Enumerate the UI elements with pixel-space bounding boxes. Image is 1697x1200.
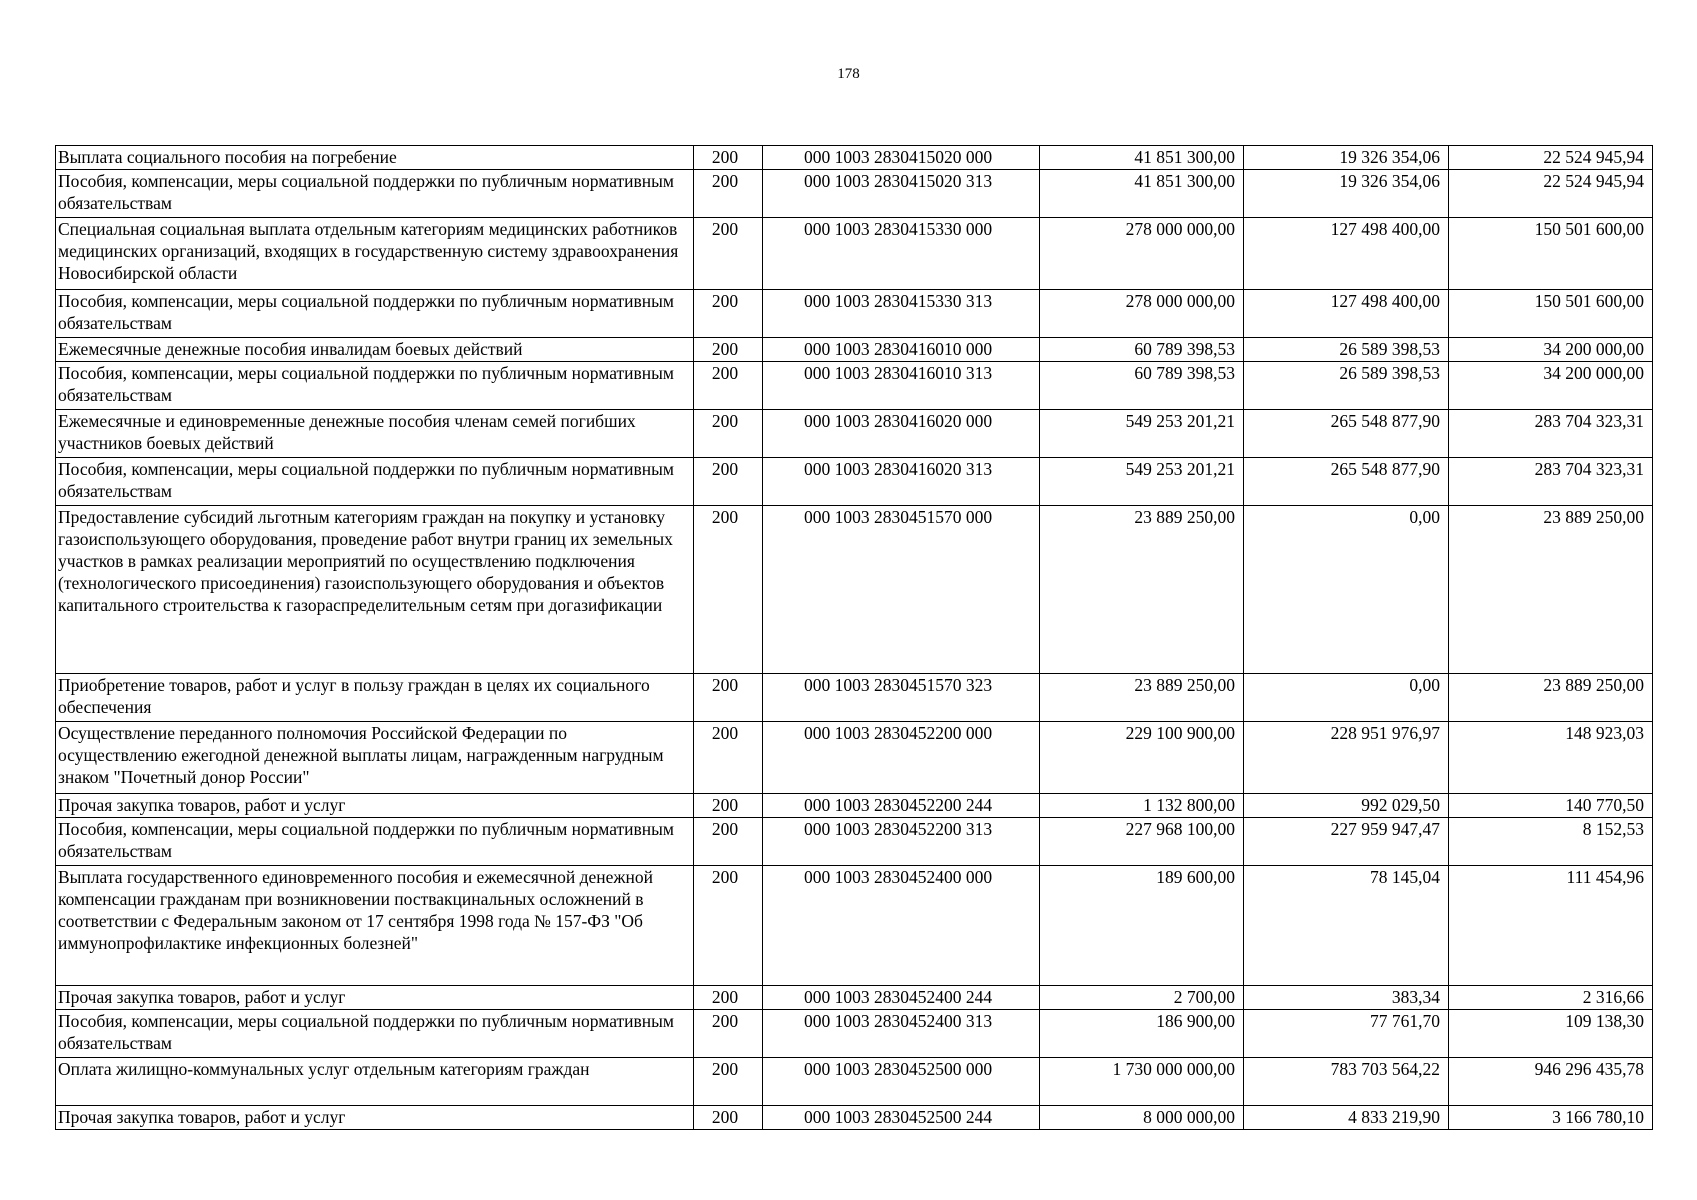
- table-row: [56, 218, 1653, 290]
- executed-amount-cell: 227 959 947,47: [1244, 818, 1449, 866]
- approved-amount-cell: 60 789 398,53: [1040, 338, 1244, 362]
- executed-amount-cell: 228 951 976,97: [1244, 722, 1449, 794]
- expense-name-cell: Прочая закупка товаров, работ и услуг: [56, 794, 694, 818]
- table-row: [56, 146, 1653, 170]
- approved-amount-cell: 549 253 201,21: [1040, 410, 1244, 458]
- table-row: [56, 674, 1653, 722]
- approved-amount-cell: 227 968 100,00: [1040, 818, 1244, 866]
- approved-amount-cell: 41 851 300,00: [1040, 146, 1244, 170]
- line-code-cell: 200: [694, 338, 763, 362]
- approved-amount-cell: 189 600,00: [1040, 866, 1244, 986]
- table-row: [56, 290, 1653, 338]
- approved-amount-cell: 229 100 900,00: [1040, 722, 1244, 794]
- executed-amount-cell: 127 498 400,00: [1244, 290, 1449, 338]
- approved-amount-cell: 23 889 250,00: [1040, 506, 1244, 674]
- approved-amount-cell: 1 132 800,00: [1040, 794, 1244, 818]
- budget-classification-code-cell: 000 1003 2830452500 000: [763, 1058, 1040, 1106]
- executed-amount-cell: 4 833 219,90: [1244, 1106, 1449, 1130]
- line-code-cell: 200: [694, 506, 763, 674]
- budget-execution-table: [55, 145, 1653, 1130]
- table-row: [56, 986, 1653, 1010]
- expense-name-cell: Ежемесячные и единовременные денежные пособия членам семей погибших участников боевых действий: [56, 410, 694, 458]
- executed-amount-cell: 265 548 877,90: [1244, 458, 1449, 506]
- expense-name-cell: Осуществление переданного полномочия Российской Федерации по осуществлению ежегодной денежной выплаты лицам, награжденным нагрудным знаком "Почетный донор России": [56, 722, 694, 794]
- budget-classification-code-cell: 000 1003 2830451570 000: [763, 506, 1040, 674]
- table-row: [56, 794, 1653, 818]
- unexecuted-amount-cell: 23 889 250,00: [1449, 674, 1653, 722]
- executed-amount-cell: 127 498 400,00: [1244, 218, 1449, 290]
- budget-classification-code-cell: 000 1003 2830416010 000: [763, 338, 1040, 362]
- page-number: 178: [837, 66, 860, 82]
- budget-classification-code-cell: 000 1003 2830415020 000: [763, 146, 1040, 170]
- approved-amount-cell: 278 000 000,00: [1040, 290, 1244, 338]
- unexecuted-amount-cell: 8 152,53: [1449, 818, 1653, 866]
- unexecuted-amount-cell: 2 316,66: [1449, 986, 1653, 1010]
- line-code-cell: 200: [694, 986, 763, 1010]
- unexecuted-amount-cell: 946 296 435,78: [1449, 1058, 1653, 1106]
- unexecuted-amount-cell: 23 889 250,00: [1449, 506, 1653, 674]
- unexecuted-amount-cell: 3 166 780,10: [1449, 1106, 1653, 1130]
- unexecuted-amount-cell: 22 524 945,94: [1449, 146, 1653, 170]
- budget-classification-code-cell: 000 1003 2830452400 000: [763, 866, 1040, 986]
- expense-name-cell: Прочая закупка товаров, работ и услуг: [56, 986, 694, 1010]
- executed-amount-cell: 78 145,04: [1244, 866, 1449, 986]
- table-row: [56, 1058, 1653, 1106]
- line-code-cell: 200: [694, 818, 763, 866]
- unexecuted-amount-cell: 150 501 600,00: [1449, 290, 1653, 338]
- line-code-cell: 200: [694, 1010, 763, 1058]
- approved-amount-cell: 186 900,00: [1040, 1010, 1244, 1058]
- expense-name-cell: Прочая закупка товаров, работ и услуг: [56, 1106, 694, 1130]
- expense-name-cell: Выплата социального пособия на погребение: [56, 146, 694, 170]
- expense-name-cell: Специальная социальная выплата отдельным категориям медицинских работников медицинских организаций, входящих в государственную систему здравоохранения Новосибирской области: [56, 218, 694, 290]
- line-code-cell: 200: [694, 674, 763, 722]
- expense-name-cell: Пособия, компенсации, меры социальной поддержки по публичным нормативным обязательствам: [56, 362, 694, 410]
- line-code-cell: 200: [694, 362, 763, 410]
- approved-amount-cell: 278 000 000,00: [1040, 218, 1244, 290]
- line-code-cell: 200: [694, 458, 763, 506]
- budget-classification-code-cell: 000 1003 2830452200 244: [763, 794, 1040, 818]
- expense-name-cell: Выплата государственного единовременного пособия и ежемесячной денежной компенсации гражданам при возникновении поствакцинальных осложнений в соответствии с Федеральным законом от 17 сентября 1998 года № 157-ФЗ "Об иммунопрофилактике инфекционных болезней": [56, 866, 694, 986]
- budget-classification-code-cell: 000 1003 2830416010 313: [763, 362, 1040, 410]
- executed-amount-cell: 783 703 564,22: [1244, 1058, 1449, 1106]
- table-row: [56, 818, 1653, 866]
- approved-amount-cell: 41 851 300,00: [1040, 170, 1244, 218]
- line-code-cell: 200: [694, 1058, 763, 1106]
- unexecuted-amount-cell: 148 923,03: [1449, 722, 1653, 794]
- expense-name-cell: Оплата жилищно-коммунальных услуг отдельным категориям граждан: [56, 1058, 694, 1106]
- line-code-cell: 200: [694, 794, 763, 818]
- table-row: [56, 866, 1653, 986]
- expense-name-cell: Предоставление субсидий льготным категориям граждан на покупку и установку газоиспользующего оборудования, проведение работ внутри границ их земельных участков в рамках реализации мероприятий по осуществлению подключения (технологического присоединения) газоиспользующего оборудования и объектов капитального строительства к газораспределительным сетям при догазификации: [56, 506, 694, 674]
- line-code-cell: 200: [694, 290, 763, 338]
- executed-amount-cell: 383,34: [1244, 986, 1449, 1010]
- table-row: [56, 506, 1653, 674]
- table-row: [56, 170, 1653, 218]
- approved-amount-cell: 8 000 000,00: [1040, 1106, 1244, 1130]
- table-row: [56, 1010, 1653, 1058]
- approved-amount-cell: 60 789 398,53: [1040, 362, 1244, 410]
- executed-amount-cell: 265 548 877,90: [1244, 410, 1449, 458]
- line-code-cell: 200: [694, 170, 763, 218]
- line-code-cell: 200: [694, 146, 763, 170]
- unexecuted-amount-cell: 283 704 323,31: [1449, 458, 1653, 506]
- budget-classification-code-cell: 000 1003 2830452400 244: [763, 986, 1040, 1010]
- executed-amount-cell: 77 761,70: [1244, 1010, 1449, 1058]
- unexecuted-amount-cell: 111 454,96: [1449, 866, 1653, 986]
- executed-amount-cell: 26 589 398,53: [1244, 362, 1449, 410]
- executed-amount-cell: 0,00: [1244, 506, 1449, 674]
- budget-classification-code-cell: 000 1003 2830452400 313: [763, 1010, 1040, 1058]
- expense-name-cell: Пособия, компенсации, меры социальной поддержки по публичным нормативным обязательствам: [56, 458, 694, 506]
- expense-name-cell: Пособия, компенсации, меры социальной поддержки по публичным нормативным обязательствам: [56, 1010, 694, 1058]
- line-code-cell: 200: [694, 1106, 763, 1130]
- approved-amount-cell: 549 253 201,21: [1040, 458, 1244, 506]
- executed-amount-cell: 0,00: [1244, 674, 1449, 722]
- budget-classification-code-cell: 000 1003 2830415330 313: [763, 290, 1040, 338]
- budget-classification-code-cell: 000 1003 2830452200 000: [763, 722, 1040, 794]
- executed-amount-cell: 992 029,50: [1244, 794, 1449, 818]
- unexecuted-amount-cell: 34 200 000,00: [1449, 362, 1653, 410]
- budget-classification-code-cell: 000 1003 2830451570 323: [763, 674, 1040, 722]
- budget-classification-code-cell: 000 1003 2830452500 244: [763, 1106, 1040, 1130]
- line-code-cell: 200: [694, 218, 763, 290]
- line-code-cell: 200: [694, 866, 763, 986]
- table-row: [56, 458, 1653, 506]
- expense-name-cell: Пособия, компенсации, меры социальной поддержки по публичным нормативным обязательствам: [56, 818, 694, 866]
- table-row: [56, 1106, 1653, 1130]
- expense-name-cell: Приобретение товаров, работ и услуг в пользу граждан в целях их социального обеспечения: [56, 674, 694, 722]
- executed-amount-cell: 19 326 354,06: [1244, 170, 1449, 218]
- budget-classification-code-cell: 000 1003 2830452200 313: [763, 818, 1040, 866]
- line-code-cell: 200: [694, 722, 763, 794]
- unexecuted-amount-cell: 109 138,30: [1449, 1010, 1653, 1058]
- unexecuted-amount-cell: 283 704 323,31: [1449, 410, 1653, 458]
- table-row: [56, 362, 1653, 410]
- unexecuted-amount-cell: 150 501 600,00: [1449, 218, 1653, 290]
- approved-amount-cell: 2 700,00: [1040, 986, 1244, 1010]
- expense-name-cell: Пособия, компенсации, меры социальной поддержки по публичным нормативным обязательствам: [56, 290, 694, 338]
- table-row: [56, 410, 1653, 458]
- table-row: [56, 722, 1653, 794]
- budget-classification-code-cell: 000 1003 2830416020 000: [763, 410, 1040, 458]
- budget-classification-code-cell: 000 1003 2830415330 000: [763, 218, 1040, 290]
- executed-amount-cell: 26 589 398,53: [1244, 338, 1449, 362]
- budget-classification-code-cell: 000 1003 2830416020 313: [763, 458, 1040, 506]
- expense-name-cell: Ежемесячные денежные пособия инвалидам боевых действий: [56, 338, 694, 362]
- budget-classification-code-cell: 000 1003 2830415020 313: [763, 170, 1040, 218]
- unexecuted-amount-cell: 34 200 000,00: [1449, 338, 1653, 362]
- expense-name-cell: Пособия, компенсации, меры социальной поддержки по публичным нормативным обязательствам: [56, 170, 694, 218]
- line-code-cell: 200: [694, 410, 763, 458]
- table-row: [56, 338, 1653, 362]
- unexecuted-amount-cell: 140 770,50: [1449, 794, 1653, 818]
- approved-amount-cell: 1 730 000 000,00: [1040, 1058, 1244, 1106]
- approved-amount-cell: 23 889 250,00: [1040, 674, 1244, 722]
- executed-amount-cell: 19 326 354,06: [1244, 146, 1449, 170]
- unexecuted-amount-cell: 22 524 945,94: [1449, 170, 1653, 218]
